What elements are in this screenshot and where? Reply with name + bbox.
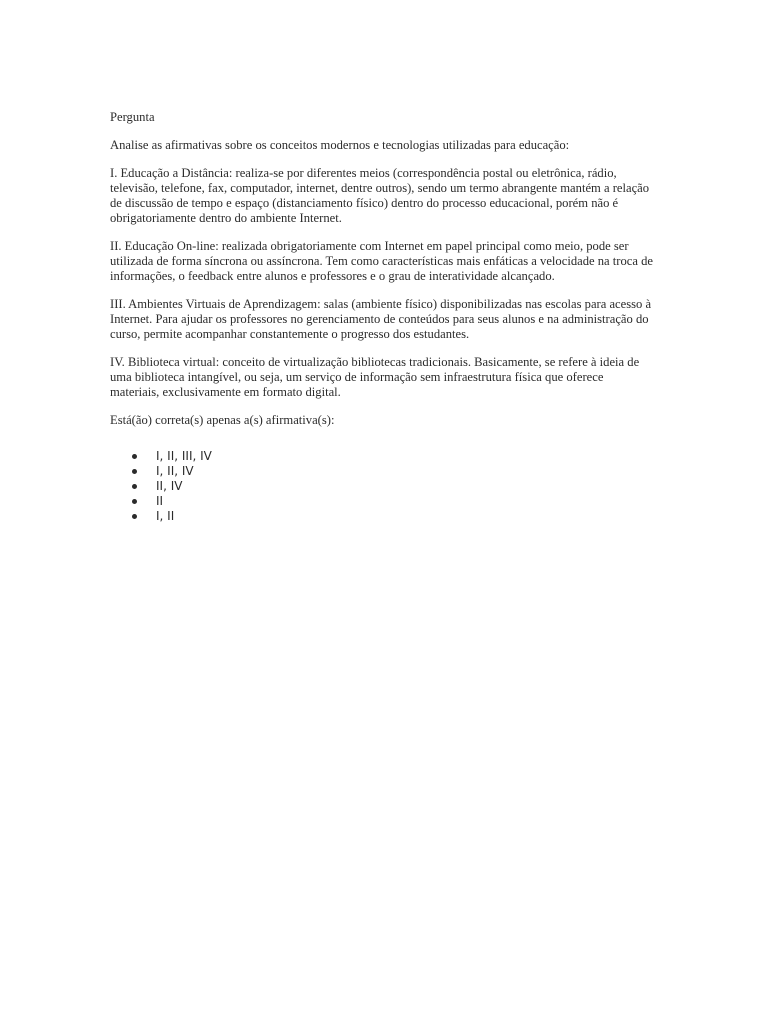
bullet-icon <box>132 484 137 489</box>
bullet-icon <box>132 514 137 519</box>
answer-option-label: II, IV <box>156 479 183 493</box>
bullet-icon <box>132 469 137 474</box>
answer-option-4[interactable] <box>132 494 655 509</box>
question-intro: Analise as afirmativas sobre os conceitos modernos e tecnologias utilizadas para educação: <box>110 138 570 152</box>
statement-4: IV. Biblioteca virtual: conceito de virtualização bibliotecas tradicionais. Basicamente, se refere à ideia de uma biblioteca intangível, ou seja, um serviço de informação sem infraestrutura física que oferece materiais, exclusivamente em formato digital. <box>110 355 640 399</box>
question-heading: Pergunta <box>110 110 155 124</box>
answer-option-label: II <box>156 494 164 508</box>
statement-3: III. Ambientes Virtuais de Aprendizagem: salas (ambiente físico) disponibilizadas nas escolas para acesso à Internet. Para ajudar os professores no gerenciamento de conteúdos para seus alunos e na administração do curso, permite acompanhar constantemente o progresso dos estudantes. <box>110 297 652 341</box>
answer-option-2[interactable] <box>132 464 655 479</box>
answer-option-label: I, II <box>156 509 175 523</box>
answer-option-5[interactable] <box>132 509 655 524</box>
answer-options-list <box>110 449 655 524</box>
question-prompt: Está(ão) correta(s) apenas a(s) afirmativa(s): <box>110 413 335 427</box>
bullet-icon <box>132 454 137 459</box>
answer-option-3[interactable] <box>132 479 655 494</box>
answer-option-1[interactable] <box>132 449 655 464</box>
statement-1: I. Educação a Distância: realiza-se por diferentes meios (correspondência postal ou eletrônica, rádio, televisão, telefone, fax, computador, internet, dentre outros), sendo um termo abrangente mantém a relação de discussão de tempo e espaço (distanciamento físico) dentro do processo educacional, porém não é obrigatoriamente dentro do ambiente Internet. <box>110 166 650 225</box>
answer-option-label: I, II, IV <box>156 464 194 478</box>
bullet-icon <box>132 499 137 504</box>
statement-2: II. Educação On-line: realizada obrigatoriamente com Internet em papel principal como meio, pode ser utilizada de forma síncrona ou assíncrona. Tem como características mais enfáticas a velocidade na troca de informações, o feedback entre alunos e professores e o grau de interatividade alcançado. <box>110 239 653 283</box>
answer-option-label: I, II, III, IV <box>156 449 212 463</box>
question-document <box>110 110 655 524</box>
